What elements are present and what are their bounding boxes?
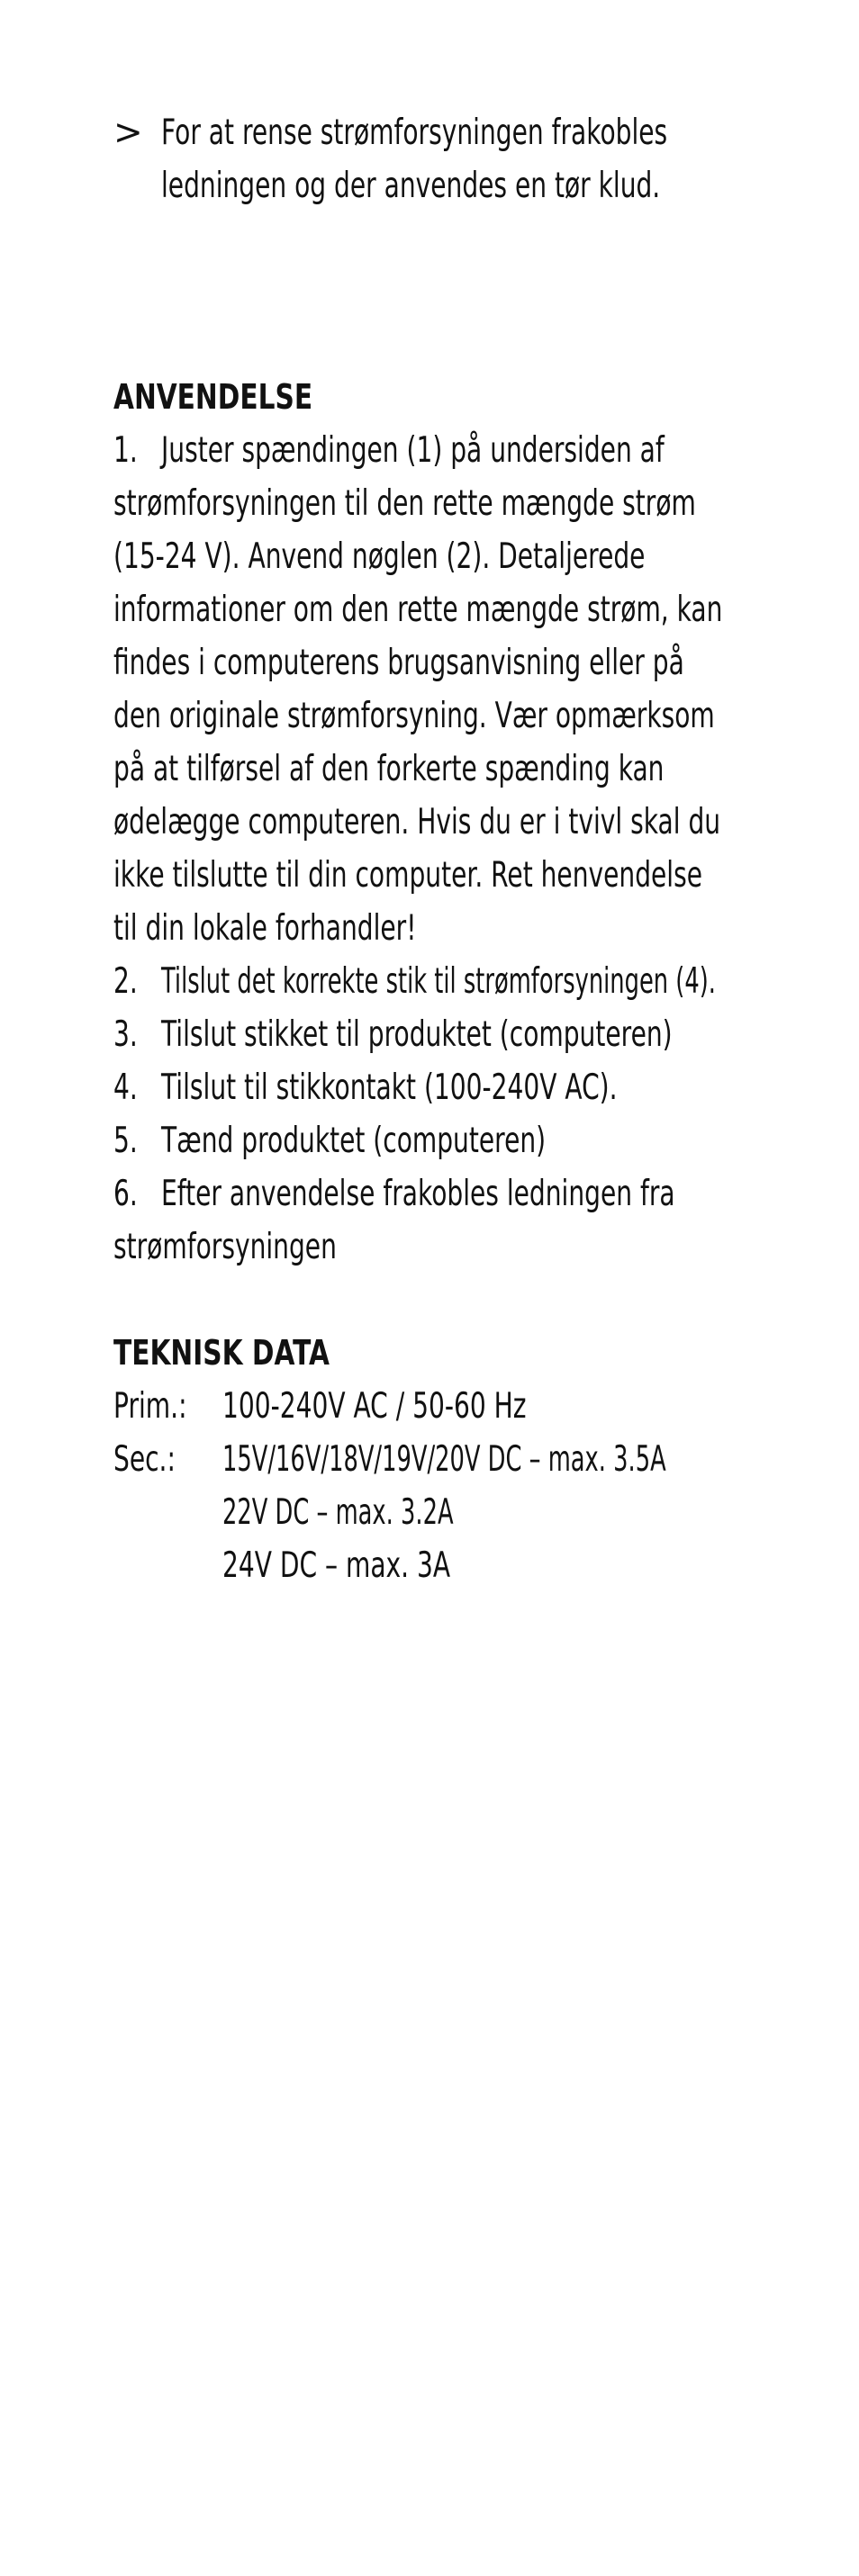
cleaning-note xyxy=(113,106,825,214)
step-number: 5. xyxy=(113,1121,138,1161)
step-2 xyxy=(113,955,825,1008)
step-1-line: strømforsyningen til den rette mængde strøm xyxy=(113,483,696,524)
spec-row-sec xyxy=(113,1433,825,1486)
step-number: 2. xyxy=(113,961,138,1002)
spec-label: Prim.: xyxy=(113,1386,187,1427)
cleaning-note-line: ledningen og der anvendes en tør klud. xyxy=(161,166,661,206)
spec-value: 24V DC – max. 3A xyxy=(222,1545,451,1586)
step-1-line: findes i computerens brugsanvisning eller på xyxy=(113,643,684,683)
step-1-line: til din lokale forhandler! xyxy=(113,908,417,949)
step-1-line: ikke tilslutte til din computer. Ret henvendelse xyxy=(113,855,703,896)
spec-label: Sec.: xyxy=(113,1439,176,1480)
step-1-line: på at tilførsel af den forkerte spænding kan xyxy=(113,749,665,789)
step-number: 1. xyxy=(113,430,138,471)
step-1-line: informationer om den rette mængde strøm, kan xyxy=(113,590,723,630)
spec-row-prim xyxy=(113,1380,825,1433)
step-text: Tilslut stikket til produktet (computeren) xyxy=(161,1014,673,1055)
cleaning-note-text xyxy=(161,106,859,212)
spec-value: 100-240V AC / 50-60 Hz xyxy=(222,1386,527,1427)
step-text: Juster spændingen (1) på undersiden af xyxy=(161,430,665,471)
spec-row-sec-2 xyxy=(113,1486,825,1539)
spec-value: 22V DC – max. 3.2A xyxy=(222,1492,454,1533)
step-1-line: (15-24 V). Anvend nøglen (2). Detaljerede xyxy=(113,536,646,577)
step-number: 3. xyxy=(113,1014,138,1055)
step-4 xyxy=(113,1061,825,1114)
spec-value: 15V/16V/18V/19V/20V DC – max. 3.5A xyxy=(222,1439,666,1480)
step-text: Tænd produktet (computeren) xyxy=(161,1121,547,1161)
step-1-line: ødelægge computeren. Hvis du er i tvivl skal du xyxy=(113,802,721,842)
step-5 xyxy=(113,1114,825,1167)
step-1-first-line xyxy=(113,424,825,477)
usage-section xyxy=(113,371,825,1274)
bullet-arrow-icon: > xyxy=(113,113,143,153)
step-number: 6. xyxy=(113,1174,138,1214)
step-3 xyxy=(113,1008,825,1061)
usage-heading: ANVENDELSE xyxy=(113,377,313,417)
step-number: 4. xyxy=(113,1067,138,1108)
step-text: Tilslut det korrekte stik til strømforsyningen (4). xyxy=(161,961,716,1002)
technical-section xyxy=(113,1327,825,1592)
manual-page xyxy=(113,106,825,1592)
spec-row-sec-3 xyxy=(113,1539,825,1592)
step-6-line: strømforsyningen xyxy=(113,1227,337,1267)
step-text: Efter anvendelse frakobles ledningen fra xyxy=(161,1174,675,1214)
step-text: Tilslut til stikkontakt (100-240V AC). xyxy=(161,1067,618,1108)
cleaning-note-line: For at rense strømforsyningen frakobles xyxy=(161,113,668,153)
technical-heading: TEKNISK DATA xyxy=(113,1333,330,1373)
step-1-line: den originale strømforsyning. Vær opmærksom xyxy=(113,696,715,736)
step-6-first-line xyxy=(113,1167,825,1220)
